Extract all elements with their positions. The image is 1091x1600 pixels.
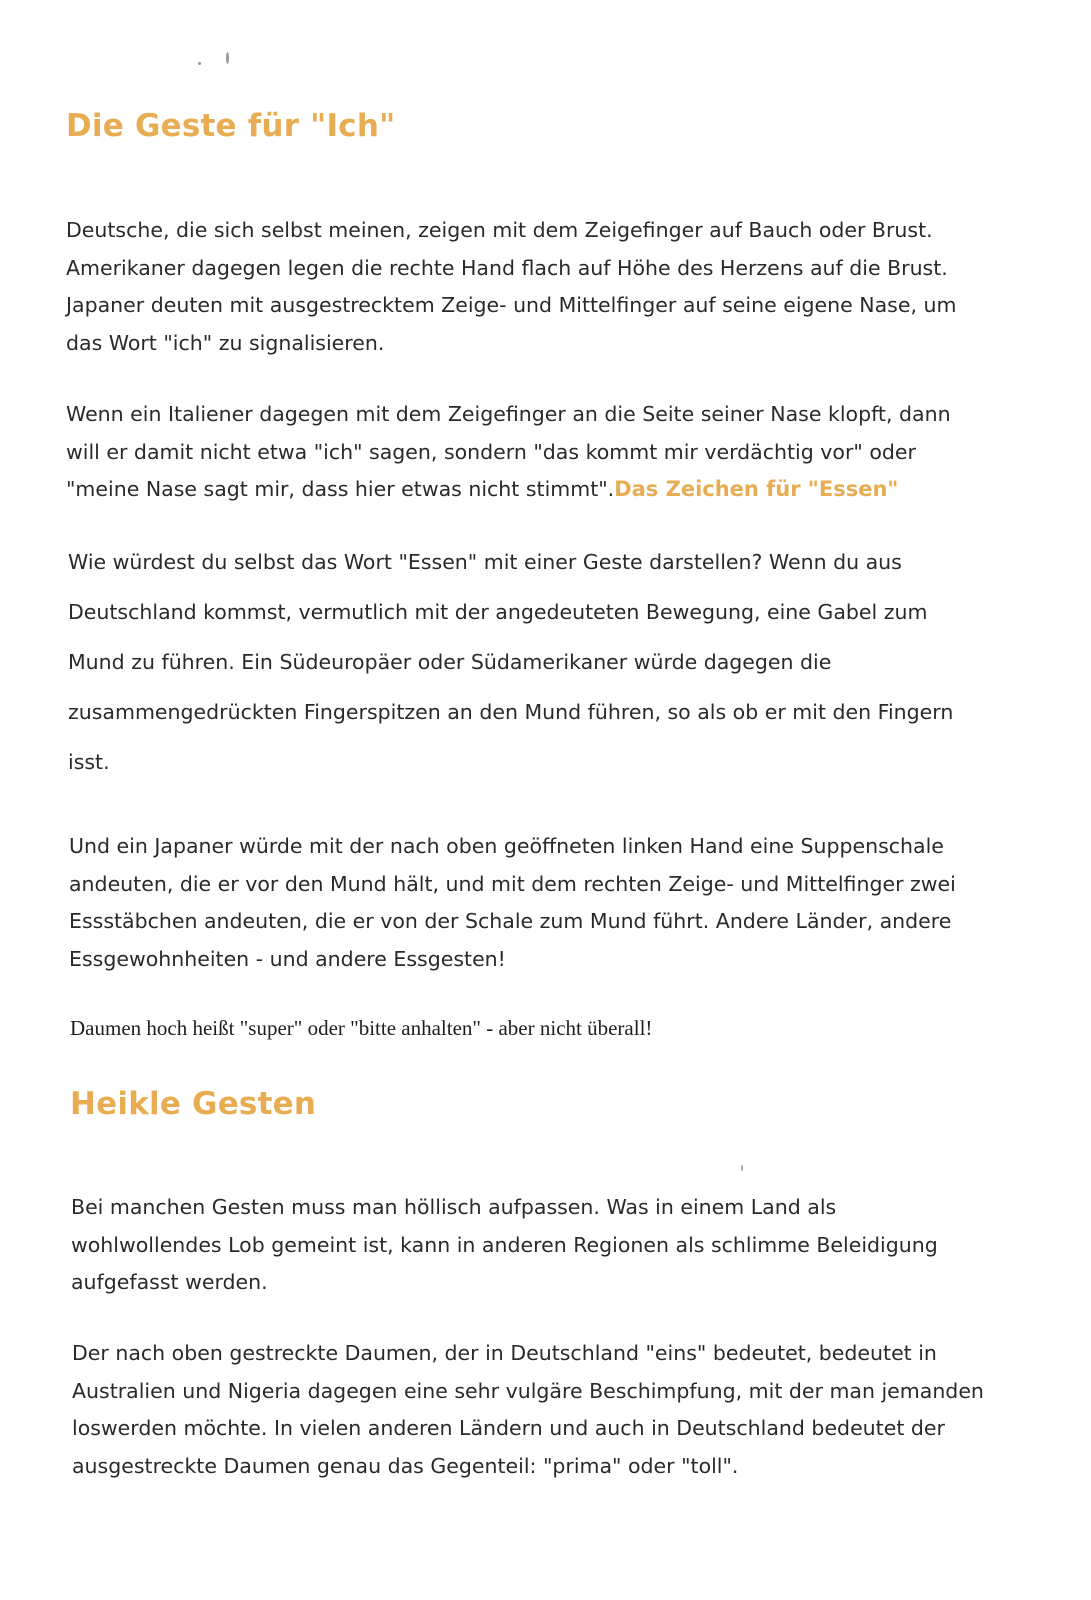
- scan-speck: [226, 52, 229, 64]
- scan-speck: [741, 1165, 743, 1171]
- heading-essen-inline: Das Zeichen für "Essen": [614, 477, 899, 501]
- scan-speck: [198, 62, 201, 65]
- heading-ich: Die Geste für "Ich": [66, 108, 396, 144]
- paragraph-essen-1: Wie würdest du selbst das Wort "Essen" mit einer Geste darstellen? Wenn du aus Deutschland kommst, vermutlich mit der angedeuteten Bewegung, eine Gabel zum Mund zu führen. Ein Südeuropäer oder Südamerikaner würde dagegen die zusammengedrückten Fingerspitzen an den Mund führen, so als ob er mit den Fingern isst.: [68, 550, 954, 774]
- paragraph-ich-2-text: Wenn ein Italiener dagegen mit dem Zeigefinger an die Seite seiner Nase klopft, dann will er damit nicht etwa "ich" sagen, sondern "das kommt mir verdächtig vor" oder "meine Nase sagt mir, dass hier etwas nicht stimmt".: [66, 402, 951, 501]
- paragraph-ich-1: Deutsche, die sich selbst meinen, zeigen mit dem Zeigefinger auf Bauch oder Brust. Amerikaner dagegen legen die rechte Hand flach auf Höhe des Herzens auf die Brust. Japaner deuten mit ausgestrecktem Zeige- und Mittelfinger auf seine eigene Nase, um das Wort "ich" zu signalisieren.: [66, 218, 957, 355]
- image-caption: Daumen hoch heißt "super" oder "bitte anhalten" - aber nicht überall!: [70, 1016, 653, 1040]
- paragraph-heikle-1: Bei manchen Gesten muss man höllisch aufpassen. Was in einem Land als wohlwollendes Lob gemeint ist, kann in anderen Regionen als schlimme Beleidigung aufgefasst werden.: [71, 1195, 938, 1294]
- heading-heikle-gesten: Heikle Gesten: [70, 1086, 317, 1122]
- paragraph-heikle-2: Der nach oben gestreckte Daumen, der in Deutschland "eins" bedeutet, bedeutet in Australien und Nigeria dagegen eine sehr vulgäre Beschimpfung, mit der man jemanden loswerden möchte. In vielen anderen Ländern und auch in Deutschland bedeutet der ausgestreckte Daumen genau das Gegenteil: "prima" oder "toll".: [72, 1341, 984, 1478]
- paragraph-essen-2: Und ein Japaner würde mit der nach oben geöffneten linken Hand eine Suppenschale andeuten, die er vor den Mund hält, und mit dem rechten Zeige- und Mittelfinger zwei Essstäbchen andeuten, die er von der Schale zum Mund führt. Andere Länder, andere Essgewohnheiten - und andere Essgesten!: [69, 834, 956, 971]
- paragraph-ich-2: [66, 396, 986, 509]
